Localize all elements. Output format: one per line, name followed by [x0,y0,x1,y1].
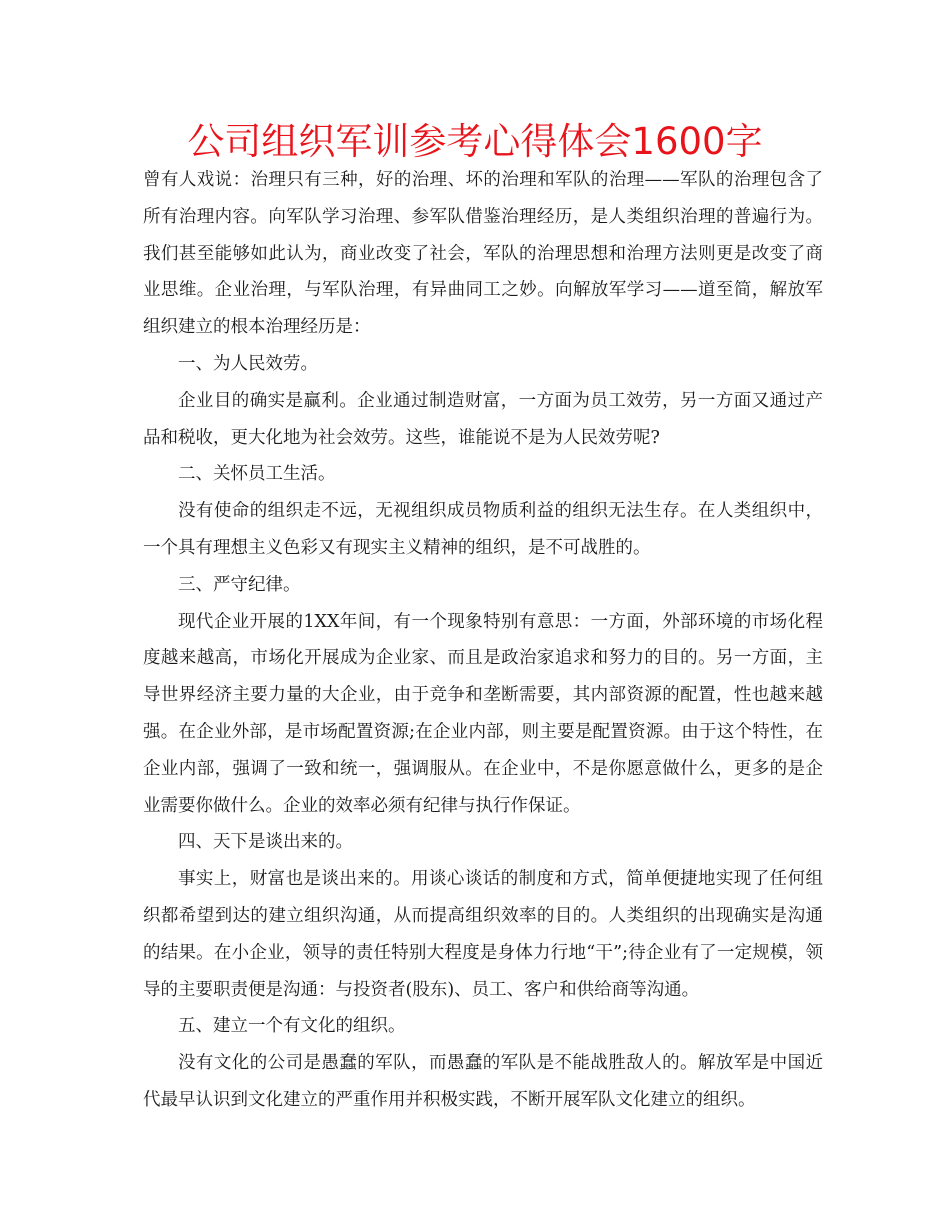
document-body [143,162,823,1119]
section-heading-3: 三、严守纪律。 [178,574,301,595]
paragraph-5: 没有文化的公司是愚蠢的军队，而愚蠢的军队是不能战胜敌人的。解放军是中国近代最早认识到文化建立的严重作用并积极实践，不断开展军队文化建立的组织。 [143,1053,823,1110]
document-title: 公司组织军训参考心得体会1600字 [187,120,763,163]
paragraph-3: 现代企业开展的1XX年间，有一个现象特别有意思：一方面，外部环境的市场化程度越来越高，市场化开展成为企业家、而且是政治家追求和努力的目的。另一方面，主导世界经济主要力量的大企业，由于竞争和垄断需要，其内部资源的配置，性也越来越强。在企业外部，是市场配置资源;在企业内部，则主要是配置资源。由于这个特性，在企业内部，强调了一致和统一，强调服从。在企业中，不是你愿意做什么，更多的是企业需要你做什么。企业的效率必须有纪律与执行作保证。 [143,611,823,816]
section-heading-1: 一、为人民效劳。 [178,353,318,374]
paragraph-1: 企业目的确实是赢利。企业通过制造财富，一方面为员工效劳，另一方面又通过产品和税收，更大化地为社会效劳。这些，谁能说不是为人民效劳呢? [143,390,823,448]
paragraph-intro: 曾有人戏说：治理只有三种，好的治理、坏的治理和军队的治理——军队的治理包含了所有治理内容。向军队学习治理、参军队借鉴治理经历，是人类组织治理的普遍行为。我们甚至能够如此认为，商业改变了社会，军队的治理思想和治理方法则更是改变了商业思维。企业治理，与军队治理，有异曲同工之妙。向解放军学习——道至简，解放军组织建立的根本治理经历是： [143,170,823,338]
section-heading-2: 二、关怀员工生活。 [178,464,336,485]
section-heading-4: 四、天下是谈出来的。 [178,832,353,853]
paragraph-4: 事实上，财富也是谈出来的。用谈心谈话的制度和方式，简单便捷地实现了任何组织都希望到达的建立组织沟通，从而提高组织效率的目的。人类组织的出现确实是沟通的结果。在小企业，领导的责任特别大程度是身体力行地“干”;待企业有了一定规模，领导的主要职责便是沟通：与投资者(股东)、员工、客户和供给商等沟通。 [143,869,823,1000]
paragraph-2: 没有使命的组织走不远，无视组织成员物质利益的组织无法生存。在人类组织中，一个具有理想主义色彩又有现实主义精神的组织，是不可战胜的。 [143,501,823,558]
section-heading-5: 五、建立一个有文化的组织。 [178,1016,406,1037]
